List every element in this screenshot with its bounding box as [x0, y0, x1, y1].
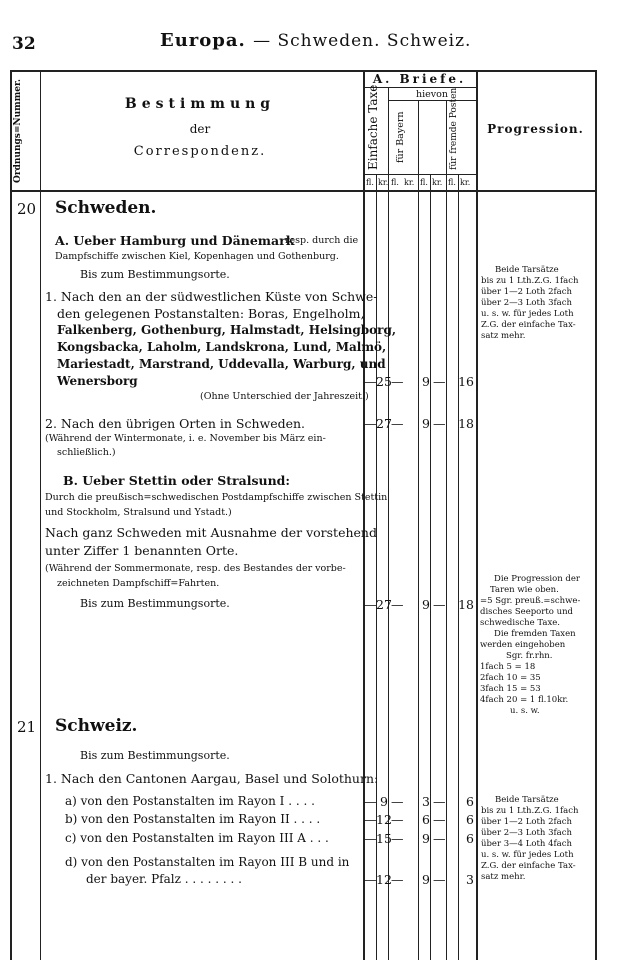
item1-line1: 1. Nach den an der südwestlichen Küste von Schwe- — [45, 289, 378, 304]
correspondenz-header: Correspondenz. — [133, 144, 267, 159]
bestimmung-header: Bestimmung — [124, 96, 276, 112]
item1-dash-3: — — [433, 374, 446, 389]
ch-b-dash-1: — — [364, 812, 377, 827]
ch-d-fremde: 3 — [466, 872, 474, 887]
progression-header: Progression. — [487, 122, 584, 136]
ch-item-d-line1: d) von den Postanstalten im Rayon III B und in — [65, 855, 350, 869]
unit-kr-3: kr. — [432, 178, 443, 187]
progression-line: werden eingehoben — [480, 640, 566, 650]
route-b-note2: und Stockholm, Stralsund und Ystadt.) — [45, 507, 232, 518]
ch-c-dash-1: — — [364, 831, 377, 846]
progression-line: 3fach 15 = 53 — [480, 684, 541, 694]
route-b-line2: unter Ziffer 1 benannten Orte. — [45, 543, 239, 558]
b-einfache: 27 — [376, 597, 392, 612]
route-a-title: A. Ueber Hamburg und Dänemark — [55, 233, 295, 248]
ch-c-einfache: 15 — [376, 831, 392, 846]
item1-line2: den gelegenen Postanstalten: Boras, Engelholm, — [57, 306, 365, 321]
progression-line: Taren wie oben. — [490, 585, 559, 595]
ch-b-einfache: 12 — [376, 812, 392, 827]
item1-line4: Kongsbacka, Laholm, Landskrona, Lund, Malmö, — [57, 340, 387, 354]
item2-dash-1: — — [364, 416, 377, 431]
b-dash-1: — — [364, 597, 377, 612]
ch-c-bayern: 9 — [422, 831, 430, 846]
ch-b-bayern: 6 — [422, 812, 430, 827]
row-number-21: 21 — [17, 718, 37, 736]
item2-dash-2: — — [391, 416, 404, 431]
item2-note1: (Während der Wintermonate, i. e. November bis März ein- — [45, 433, 326, 444]
item2-einfache: 27 — [376, 416, 392, 431]
ch-item-d-line2: der bayer. Pfalz . . . . . . . . — [86, 872, 242, 886]
ch-a-dash-3: — — [433, 794, 446, 809]
unit-fl-3: fl. — [420, 178, 428, 187]
page-header — [160, 30, 471, 51]
progression-line: 1fach 5 = 18 — [480, 662, 536, 672]
progression-line: Sgr. fr.rhn. — [506, 651, 553, 661]
section-title-schweiz: Schweiz. — [55, 716, 138, 736]
item1-fremde: 16 — [458, 374, 474, 389]
item1-line6: Wenersborg — [57, 374, 138, 388]
unit-fl-1: fl. — [366, 178, 374, 187]
progression-line: u. s. w. für jedes Loth — [481, 850, 574, 860]
ch-d-dash-3: — — [433, 872, 446, 887]
progression-line: über 2—3 Loth 3fach — [481, 298, 572, 308]
section-a-header: A. Briefe. — [372, 72, 467, 86]
progression-line: Z.G. der einfache Tax- — [481, 861, 576, 871]
progression-note-3 — [481, 795, 578, 883]
unit-kr-4: kr. — [460, 178, 471, 187]
unit-kr-2: kr. — [404, 178, 415, 187]
ch-a-dash-1: — — [364, 794, 377, 809]
item1-einfache: 25 — [376, 374, 392, 389]
ch-a-fremde: 6 — [466, 794, 474, 809]
header-title: Europa. — [160, 30, 246, 51]
unit-kr-1: kr. — [378, 178, 389, 187]
unit-fl-4: fl. — [448, 178, 456, 187]
progression-line: u. s. w. für jedes Loth — [481, 309, 574, 319]
fur-bayern-header: für Bayern — [395, 111, 406, 163]
bis-bestimmungsorte-1: Bis zum Bestimmungsorte. — [80, 268, 230, 281]
ch-b-fremde: 6 — [466, 812, 474, 827]
progression-line: 4fach 20 = 1 fl.10kr. — [480, 695, 569, 705]
einfache-taxe-header: Einfache Taxe — [366, 84, 380, 170]
ch-c-fremde: 6 — [466, 831, 474, 846]
item1-line3: Falkenberg, Gothenburg, Halmstadt, Helsingborg, — [57, 323, 397, 337]
bis-bestimmungsorte-2: Bis zum Bestimmungsorte. — [80, 597, 230, 610]
progression-line: bis zu 1 Lth.Z.G. 1fach — [481, 806, 579, 816]
ch-d-einfache: 12 — [376, 872, 392, 887]
progression-line: Die Progression der — [494, 574, 580, 584]
bis-bestimmungsorte-3: Bis zum Bestimmungsorte. — [80, 749, 230, 762]
item1-line5: Mariestadt, Marstrand, Uddevalla, Warburg, und — [57, 357, 386, 371]
ch-item-c: c) von den Postanstalten im Rayon III A . . . — [65, 831, 329, 845]
progression-line: disches Seeporto und — [480, 607, 573, 617]
progression-note-2 — [480, 574, 580, 717]
route-a-note2: Dampfschiffe zwischen Kiel, Kopenhagen und Gothenburg. — [55, 251, 339, 262]
progression-line: Die fremden Taxen — [494, 629, 576, 639]
b-bayern: 9 — [422, 597, 430, 612]
progression-line: über 2—3 Loth 3fach — [481, 828, 572, 838]
ch-a-einfache: 9 — [380, 794, 388, 809]
page-number: 32 — [12, 34, 36, 54]
item2-dash-3: — — [433, 416, 446, 431]
fur-fremde-posten-header: für fremde Posten — [449, 87, 459, 170]
header-subtitle: — Schweden. Schweiz. — [253, 31, 472, 51]
progression-line: Beide Tarsätze — [495, 265, 559, 275]
progression-line: über 3—4 Loth 4fach — [481, 839, 572, 849]
progression-line: satz mehr. — [481, 872, 526, 882]
ch-item1: 1. Nach den Cantonen Aargau, Basel und Solothurn: — [45, 771, 379, 786]
item1-bayern: 9 — [422, 374, 430, 389]
progression-note-1 — [481, 265, 578, 342]
b-dash-2: — — [391, 597, 404, 612]
item2-note2: schließlich.) — [57, 447, 116, 458]
ordnungs-nummer-header: Ordnungs=Nummer. — [13, 79, 23, 183]
ch-a-bayern: 3 — [422, 794, 430, 809]
progression-line: 2fach 10 = 35 — [480, 673, 541, 683]
route-b-note4: zeichneten Dampfschiff=Fahrten. — [57, 578, 220, 589]
route-b-title: B. Ueber Stettin oder Stralsund: — [63, 473, 291, 488]
unit-fl-2: fl. — [391, 178, 399, 187]
item2-line1: 2. Nach den übrigen Orten in Schweden. — [45, 416, 306, 431]
progression-line: schwedische Taxe. — [480, 618, 560, 628]
ch-c-dash-2: — — [391, 831, 404, 846]
progression-line: Z.G. der einfache Tax- — [481, 320, 576, 330]
ch-item-a: a) von den Postanstalten im Rayon I . . . . — [65, 794, 315, 808]
route-b-note1: Durch die preußisch=schwedischen Postdampfschiffe zwischen Stettin — [45, 492, 388, 503]
progression-line: über 1—2 Loth 2fach — [481, 817, 572, 827]
route-b-note3: (Während der Sommermonate, resp. des Bestandes der vorbe- — [45, 563, 346, 574]
row-number-20: 20 — [17, 200, 37, 218]
der-header: der — [189, 122, 211, 136]
route-b-line1: Nach ganz Schweden mit Ausnahme der vorstehend — [45, 525, 377, 540]
ch-c-dash-3: — — [433, 831, 446, 846]
b-fremde: 18 — [458, 597, 474, 612]
section-title-schweden: Schweden. — [55, 198, 157, 218]
ch-d-dash-2: — — [391, 872, 404, 887]
ch-a-dash-2: — — [391, 794, 404, 809]
ch-item-b: b) von den Postanstalten im Rayon II . . . . — [65, 812, 321, 826]
hievon-header: hievon — [416, 89, 448, 100]
ch-d-dash-1: — — [364, 872, 377, 887]
item2-bayern: 9 — [422, 416, 430, 431]
item1-note: (Ohne Unterschied der Jahreszeit.) — [200, 391, 369, 402]
progression-line: =5 Sgr. preuß.=schwe- — [480, 596, 581, 606]
item1-dash-2: — — [391, 374, 404, 389]
b-dash-3: — — [433, 597, 446, 612]
ch-b-dash-2: — — [391, 812, 404, 827]
progression-line: bis zu 1 Lth.Z.G. 1fach — [481, 276, 579, 286]
item2-fremde: 18 — [458, 416, 474, 431]
item1-dash-1: — — [364, 374, 377, 389]
progression-line: satz mehr. — [481, 331, 526, 341]
progression-line: Beide Tarsätze — [495, 795, 559, 805]
ch-d-bayern: 9 — [422, 872, 430, 887]
progression-line: über 1—2 Loth 2fach — [481, 287, 572, 297]
ch-b-dash-3: — — [433, 812, 446, 827]
route-a-note1: resp. durch die — [285, 235, 359, 246]
progression-line: u. s. w. — [510, 706, 540, 716]
